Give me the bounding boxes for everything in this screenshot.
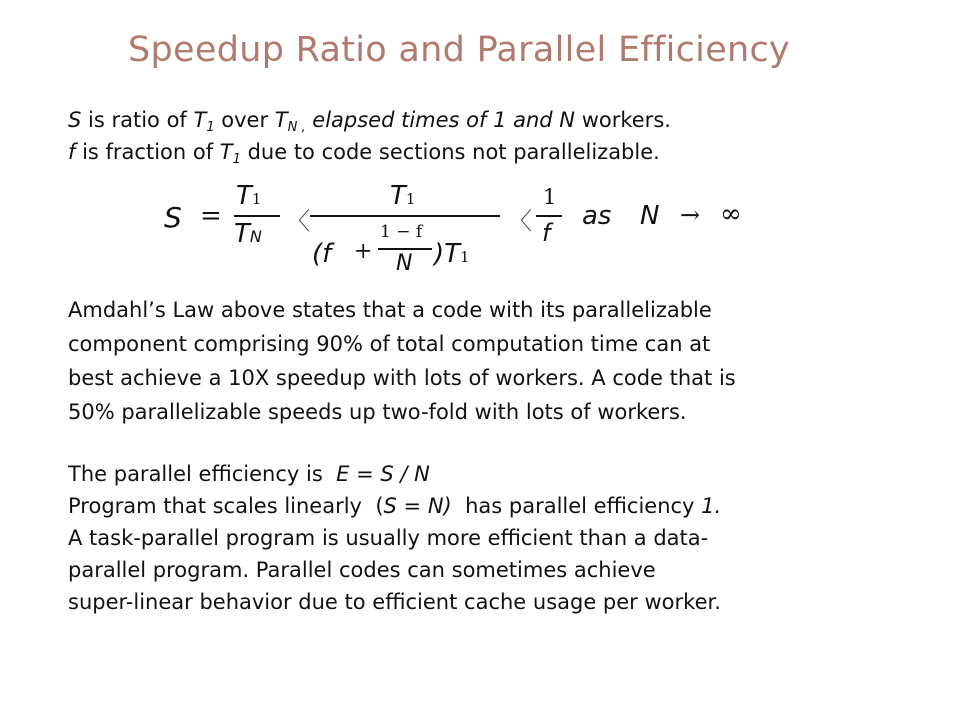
symbol-s: S: [68, 108, 82, 132]
symbol-tn: [274, 108, 306, 135]
formula-f: f: [542, 219, 551, 247]
formula-one-minus-f: 1 − f: [380, 222, 423, 242]
efficiency-paragraph: [68, 458, 928, 618]
text-fragment: is ratio of: [81, 108, 194, 132]
formula-n-limit: N: [640, 201, 660, 231]
definition-speedup: [68, 108, 671, 135]
text-fragment: Program that scales linearly (: [68, 494, 384, 518]
text-fragment: elapsed times of 1 and N: [305, 108, 576, 132]
formula-as: as: [582, 201, 612, 231]
formula-s: S: [164, 201, 182, 234]
text-fragment: The parallel efficiency is: [68, 462, 337, 486]
t-letter: T: [234, 219, 250, 249]
t-letter: T: [390, 181, 406, 211]
subscript: 1: [405, 190, 416, 208]
subscript: 1: [460, 248, 470, 266]
efficiency-line-1: [68, 458, 928, 490]
paragraph-line: best achieve a 10X speedup with lots of workers. A code that is: [68, 366, 736, 390]
t-letter: T: [193, 108, 207, 132]
subscript: 1: [251, 190, 262, 208]
efficiency-line-2: [68, 490, 928, 522]
fraction-bar: [536, 215, 562, 217]
less-than-symbol: 〈: [508, 207, 532, 235]
formula-t1-num: [236, 181, 261, 211]
formula-equals: =: [200, 201, 222, 231]
paragraph-line: 50% parallelizable speeds up two-fold with lots of workers.: [68, 400, 687, 424]
subscript: N ,: [287, 120, 306, 135]
infinity-symbol: ∞: [720, 199, 742, 229]
formula-one: 1: [543, 185, 557, 209]
formula-plus: +: [354, 239, 373, 264]
symbol-t1: [219, 140, 241, 167]
symbol-t1: [193, 108, 215, 135]
efficiency-value: 1.: [701, 494, 722, 518]
efficiency-line-3: A task-parallel program is usually more efficient than a data-: [68, 526, 709, 550]
efficiency-line-5: super-linear behavior due to efficient cache usage per worker.: [68, 590, 721, 614]
slide-title: Speedup Ratio and Parallel Efficiency: [128, 30, 791, 70]
definition-fraction: [68, 140, 660, 167]
formula-open-f: (f: [312, 239, 332, 269]
formula-tn-den: [234, 219, 262, 249]
t-letter: T: [236, 181, 252, 211]
fraction-bar: [234, 215, 280, 217]
t-letter: T: [274, 108, 288, 132]
efficiency-formula: E = S / N: [336, 462, 430, 486]
text-fragment: workers.: [575, 108, 671, 132]
text-fragment: due to code sections not parallelizable.: [240, 140, 660, 164]
symbol-f: f: [68, 140, 76, 164]
linear-condition: S = N): [383, 494, 452, 518]
subscript: 1: [232, 152, 241, 167]
t-letter: )T: [434, 239, 461, 269]
text-fragment: is fraction of: [75, 140, 220, 164]
fraction-bar: [310, 215, 500, 217]
amdahl-formula: [150, 175, 770, 285]
efficiency-line-4: parallel program. Parallel codes can sometimes achieve: [68, 558, 656, 582]
subscript: 1: [206, 120, 215, 135]
fraction-bar: [378, 248, 432, 250]
paragraph-line: component comprising 90% of total computation time can at: [68, 332, 711, 356]
formula-t1-num-2: [390, 181, 415, 211]
paragraph-line: Amdahl’s Law above states that a code with its parallelizable: [68, 298, 712, 322]
formula-n: N: [396, 251, 413, 276]
amdahl-paragraph: [68, 293, 928, 429]
text-fragment: over: [214, 108, 275, 132]
formula-close-t1: [434, 239, 470, 269]
text-fragment: has parallel efficiency: [451, 494, 702, 518]
arrow-symbol: →: [680, 201, 701, 229]
t-letter: T: [219, 140, 233, 164]
subscript: N: [249, 227, 262, 246]
less-than-symbol: 〈: [286, 207, 310, 235]
